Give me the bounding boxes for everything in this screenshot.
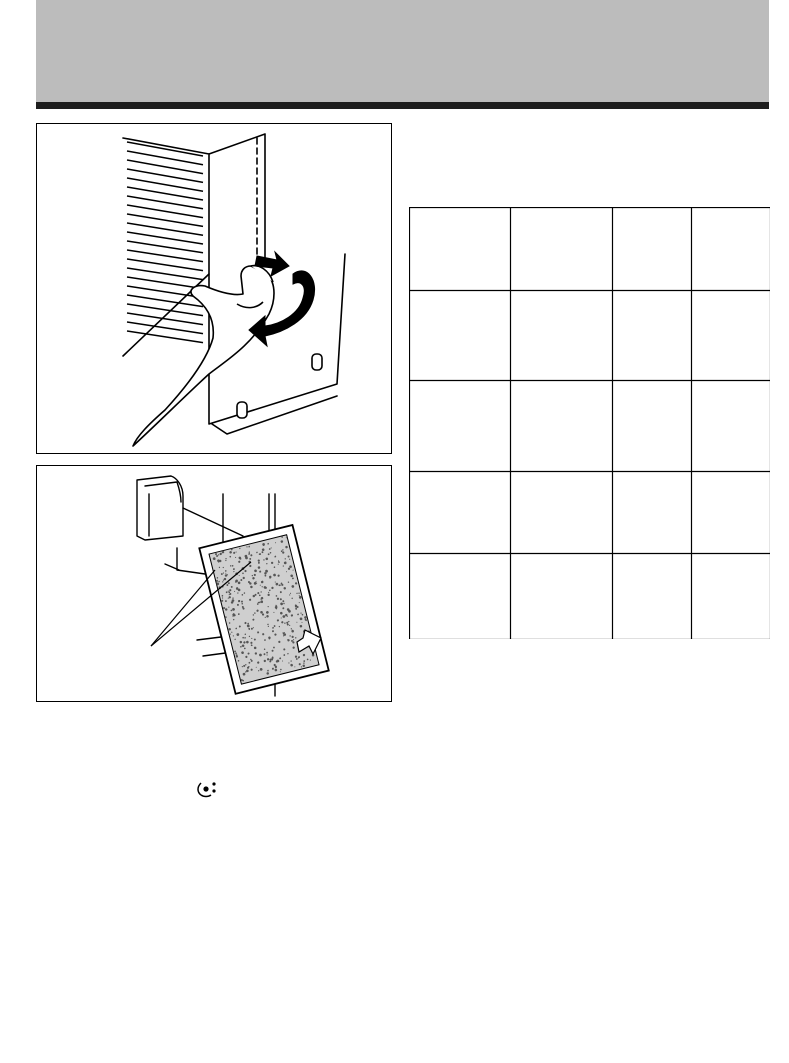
figure-remove-cover	[36, 123, 392, 454]
air-filter-icon	[37, 466, 391, 701]
figure-filter-removal	[36, 465, 392, 702]
spec-table	[409, 207, 770, 639]
hand-rotating-knob-icon	[37, 124, 391, 453]
table-grid	[409, 207, 770, 639]
header-band	[36, 0, 769, 103]
mode-symbol-icon	[196, 780, 218, 798]
header-rule	[36, 102, 769, 109]
